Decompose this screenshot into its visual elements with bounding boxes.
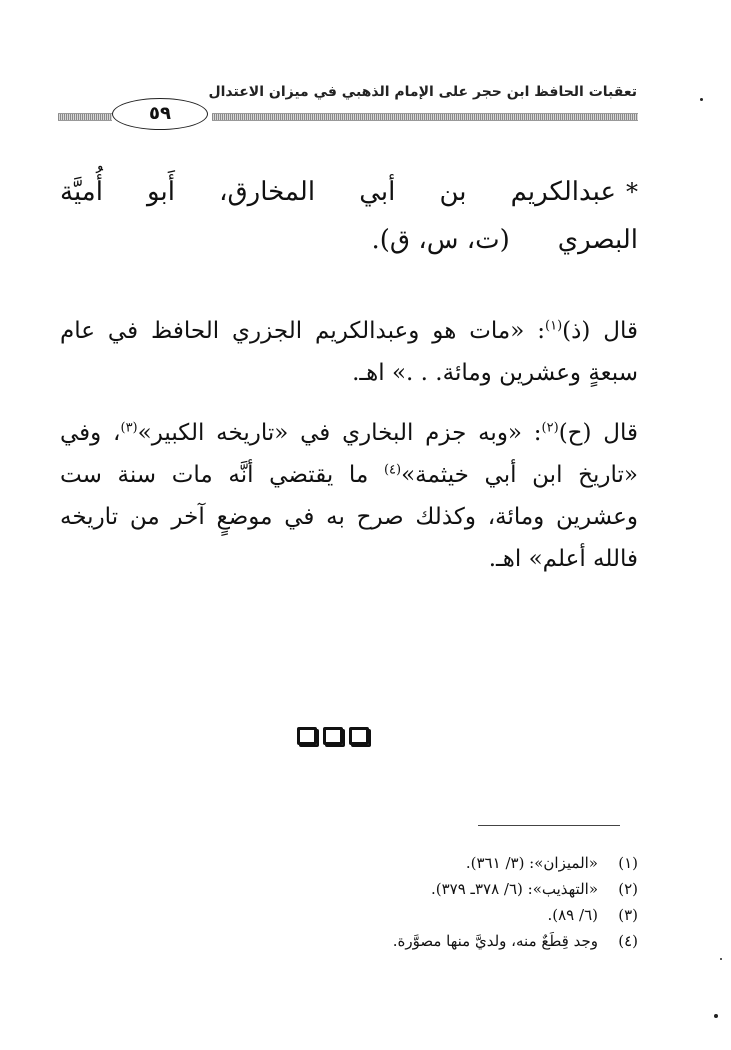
paragraph-text: : «مات هو وعبدالكريم الجزري الحافظ في عام سبعةٍ وعشرين ومائة. . .» اهـ. [60,318,638,386]
footnote-number: (١) [618,854,638,872]
separator-box [323,727,343,745]
section-separator [297,727,393,751]
separator-box [297,727,317,745]
entry-marker: * [626,178,638,206]
footnotes [200,850,638,954]
running-title: تعقبات الحافظ ابن حجر على الإمام الذهبي في ميزان الاعتدال [208,84,637,100]
footnote-number: (٣) [618,906,638,924]
footnote-ref: (٤) [383,462,402,478]
paragraph-lead: قال (ذ) [562,318,638,344]
paragraph-ibn-hajar [60,412,638,580]
entry-sigla: (ت، س، ق). [371,225,510,255]
paragraph-lead: قال (ح) [558,420,638,446]
footnote-item [200,850,638,876]
footnote-item [200,928,638,954]
header-rule-left [58,113,112,121]
paragraph-text: : «وبه جزم البخاري في «تاريخه الكبير» [137,420,542,446]
scan-speck [700,98,703,101]
header-rule-right [212,113,638,121]
entry-name: عبدالكريم بن أبي المخارق، أَبو أُميَّة البصري [60,177,638,255]
separator-box [349,727,369,745]
footnote-text: (٦/ ٨٩). [547,906,598,924]
footnote-ref: (١) [545,318,563,334]
footnote-number: (٤) [618,932,638,950]
entry-heading [60,168,638,264]
footnote-text: وجد قِطَعٌ منه، ولديَّ منها مصوَّرة. [392,932,598,950]
footnote-ref: (٢) [541,420,559,436]
footnote-ref: (٣) [120,420,138,436]
footnote-number: (٢) [618,880,638,898]
paragraph-text: ، وفي «تاريخ ابن أبي خيثمة» [60,420,638,488]
paragraph-dhahabi [60,310,638,394]
footnote-rule [478,825,620,826]
footnote-text: «التهذيب»: (٦/ ٣٧٨ـ ٣٧٩). [430,880,598,898]
page-number: ٥٩ [112,98,208,130]
paragraph-text: ما يقتضي أنَّه مات سنة ست وعشرين ومائة، وكذلك صرح به في موضعٍ آخر من تاريخه فالله أعلم» اهـ. [60,462,638,572]
footnote-item [200,902,638,928]
footnote-item [200,876,638,902]
footnote-text: «الميزان»: (٣/ ٣٦١). [465,854,598,872]
scan-speck [714,1014,718,1018]
scan-speck [720,958,722,960]
